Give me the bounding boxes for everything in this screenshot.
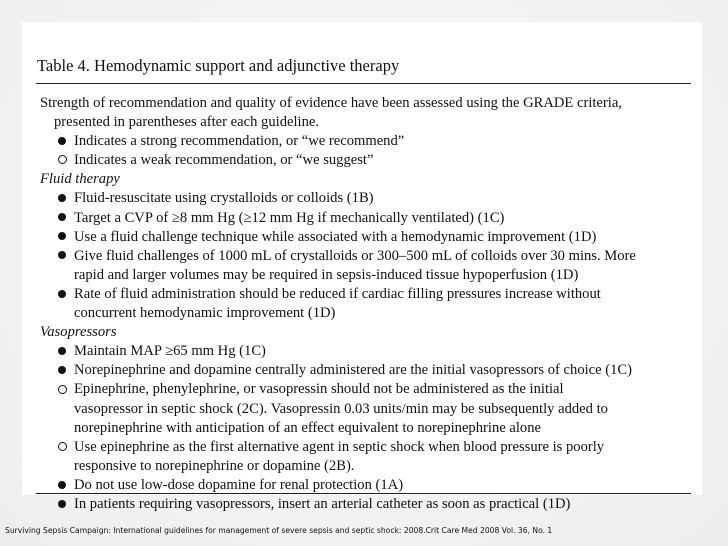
- item-line: In patients requiring vasopressors, insert an arterial catheter as soon as practical (1D): [74, 495, 571, 512]
- filled-circle-icon: [55, 132, 69, 151]
- filled-circle-icon: [55, 361, 69, 380]
- item-line: Give fluid challenges of 1000 mL of crystalloids or 300–500 mL of colloids over 30 mins. More: [74, 247, 636, 264]
- filled-circle-icon: [55, 209, 69, 228]
- item-line: Epinephrine, phenylephrine, or vasopressin should not be administered as the initial: [74, 381, 564, 398]
- filled-circle-icon: [55, 247, 69, 266]
- citation-footer: Surviving Sepsis Campaign: International guidelines for management of severe sepsis and septic shock: 2008.Crit Care Med 2008 Vol. 36, No. 1: [5, 526, 553, 535]
- filled-circle-icon: [55, 285, 69, 304]
- item-line: Target a CVP of ≥8 mm Hg (≥12 mm Hg if mechanically ventilated) (1C): [74, 209, 505, 226]
- intro-text: [40, 94, 690, 132]
- table-title: Table 4. Hemodynamic support and adjunctive therapy: [37, 56, 400, 75]
- table-body: [40, 94, 690, 514]
- filled-circle-icon: [55, 342, 69, 361]
- list-item: [40, 438, 690, 476]
- list-item: [40, 209, 690, 228]
- list-item: [40, 495, 690, 514]
- list-item: [40, 189, 690, 208]
- filled-circle-icon: [55, 495, 69, 514]
- list-item: [40, 285, 690, 323]
- legend: [40, 132, 690, 170]
- item-line: Maintain MAP ≥65 mm Hg (1C): [74, 343, 266, 360]
- intro-line-1: Strength of recommendation and quality of evidence have been assessed using the GRADE criteria,: [40, 95, 622, 111]
- item-line: Norepinephrine and dopamine centrally administered are the initial vasopressors of choice (1C): [74, 362, 633, 379]
- open-circle-icon: [55, 151, 69, 170]
- sections: [40, 170, 690, 514]
- item-line: Fluid-resuscitate using crystalloids or colloids (1B): [74, 190, 374, 207]
- open-circle-icon: [55, 438, 69, 457]
- item-line: Use a fluid challenge technique while associated with a hemodynamic improvement (1D): [74, 228, 597, 245]
- item-line: Indicates a strong recommendation, or “we recommend”: [74, 133, 405, 150]
- item-line: Indicates a weak recommendation, or “we suggest”: [74, 152, 374, 169]
- item-line: Use epinephrine as the first alternative agent in septic shock when blood pressure is poorly: [74, 438, 605, 455]
- section-heading: Fluid therapy: [40, 171, 120, 188]
- item-line: rapid and larger volumes may be required in sepsis-induced tissue hypoperfusion (1D): [74, 266, 579, 283]
- list-item: [40, 228, 690, 247]
- item-line: vasopressor in septic shock (2C). Vasopressin 0.03 units/min may be subsequently added to: [74, 400, 608, 417]
- top-rule: [36, 83, 691, 84]
- section-heading: Vasopressors: [40, 324, 117, 341]
- list-item: [40, 342, 690, 361]
- open-circle-icon: [55, 380, 69, 399]
- item-line: concurrent hemodynamic improvement (1D): [74, 305, 336, 322]
- item-line: Do not use low-dose dopamine for renal protection (1A): [74, 476, 404, 493]
- list-item: [40, 151, 690, 170]
- filled-circle-icon: [55, 189, 69, 208]
- intro-line-2: presented in parentheses after each guideline.: [54, 114, 319, 131]
- filled-circle-icon: [55, 228, 69, 247]
- list-item: [40, 361, 690, 380]
- list-item: [40, 132, 690, 151]
- bottom-rule: [36, 493, 691, 494]
- list-item: [40, 380, 690, 437]
- item-line: norepinephrine with anticipation of an effect equivalent to norepinephrine alone: [74, 419, 541, 436]
- list-item: [40, 247, 690, 285]
- item-line: Rate of fluid administration should be reduced if cardiac filling pressures increase without: [74, 285, 601, 302]
- item-line: responsive to norepinephrine or dopamine (2B).: [74, 457, 355, 474]
